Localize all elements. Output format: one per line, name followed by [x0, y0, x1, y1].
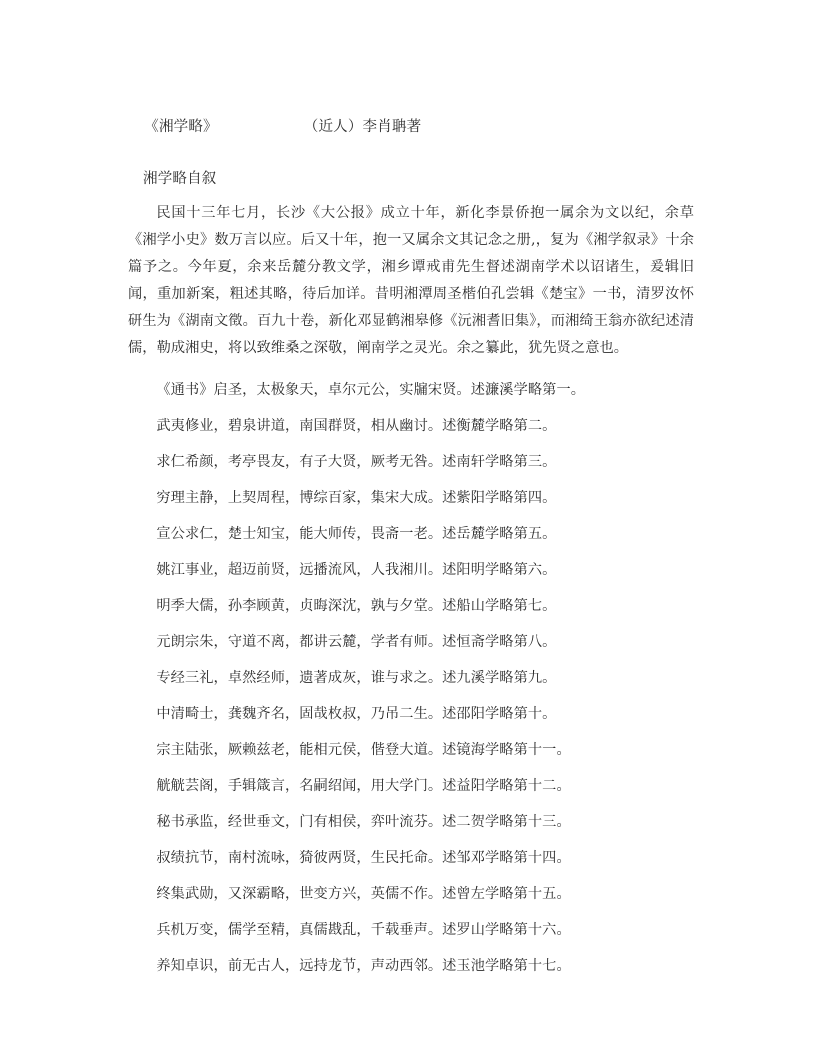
entry-line: 宗主陆张，厥赖兹老，能相元侯，偕登大道。述镜海学略第十一。 [156, 742, 571, 758]
entry-line: 养知卓识，前无古人，远持龙节，声动西邻。述玉池学略第十七。 [156, 958, 571, 974]
section-heading: 湘学略自叙 [143, 171, 217, 187]
entry-line: 明季大儒，孙李顾黄，贞晦深沈，孰与夕堂。述船山学略第七。 [156, 598, 557, 614]
entry-line: 秘书承监，经世垂文，门有相侯，弈叶流芬。述二贺学略第十三。 [156, 814, 571, 830]
entry-line: 武夷修业，碧泉讲道，南国群贤，相从幽讨。述衡麓学略第二。 [156, 418, 557, 434]
entry-line: 兵机万变，儒学至精，真儒戡乱，千载垂声。述罗山学略第十六。 [156, 922, 571, 938]
entry-line: 叔绩抗节，南村流咏，猗彼两贤，生民托命。述邹邓学略第十四。 [156, 850, 571, 866]
entry-line: 元朗宗朱，守道不离，都讲云麓，学者有师。述恒斋学略第八。 [156, 634, 557, 650]
author-byline: （近人）李肖聃著 [303, 119, 422, 135]
document-body [128, 200, 694, 984]
entry-list [128, 372, 694, 984]
entry-line: 专经三礼，卓然经师，遗著成灰，谁与求之。述九溪学略第九。 [156, 670, 557, 686]
preface-paragraph: 民国十三年七月，长沙《大公报》成立十年，新化李景侨抱一属余为文以纪，余草《湘学小史》数万言以应。后又十年，抱一又属余文其记念之册,，复为《湘学叙录》十余篇予之。今年夏，余来岳麓分教文学，湘乡谭戒甫先生督述湖南学术以诏诸生，爰辑旧闻，重加新案，粗述其略，待后加详。昔明湘潭周圣楷伯孔尝辑《楚宝》一书，清罗汝怀研生为《湖南文徵。百九十卷，新化邓显鹤湘皋修《沅湘耆旧集》，而湘绮王翁亦欲纪述清儒，勒成湘史，将以致维桑之深敬，阐南学之灵光。余之纂此，犹先贤之意也。 [128, 205, 694, 356]
entry-line: 《通书》启圣，太极象天，卓尔元公，实牖宋贤。述濂溪学略第一。 [156, 382, 586, 398]
entry-line: 中清畸士，龚魏齐名，固哉枚叔，乃吊二生。述邵阳学略第十。 [156, 706, 557, 722]
document-header [125, 94, 421, 160]
entry-line: 宣公求仁，楚士知宝，能大师传，畏斋一老。述岳麓学略第五。 [156, 526, 557, 542]
entry-line: 觥觥芸阁，手辑箴言，名嗣绍闻，用大学门。述益阳学略第十二。 [156, 778, 571, 794]
entry-line: 姚江事业，超迈前贤，远播流风，人我湘川。述阳明学略第六。 [156, 562, 557, 578]
entry-line: 求仁希颜，考亭畏友，有子大贤，厥考无咎。述南轩学略第三。 [156, 454, 557, 470]
entry-line: 穷理主静，上契周程，博综百家，集宋大成。述紫阳学略第四。 [156, 490, 557, 506]
book-title: 《湘学略》 [144, 119, 218, 135]
entry-line: 终集武勋，又深霸略，世变方兴，英儒不作。述曾左学略第十五。 [156, 886, 571, 902]
